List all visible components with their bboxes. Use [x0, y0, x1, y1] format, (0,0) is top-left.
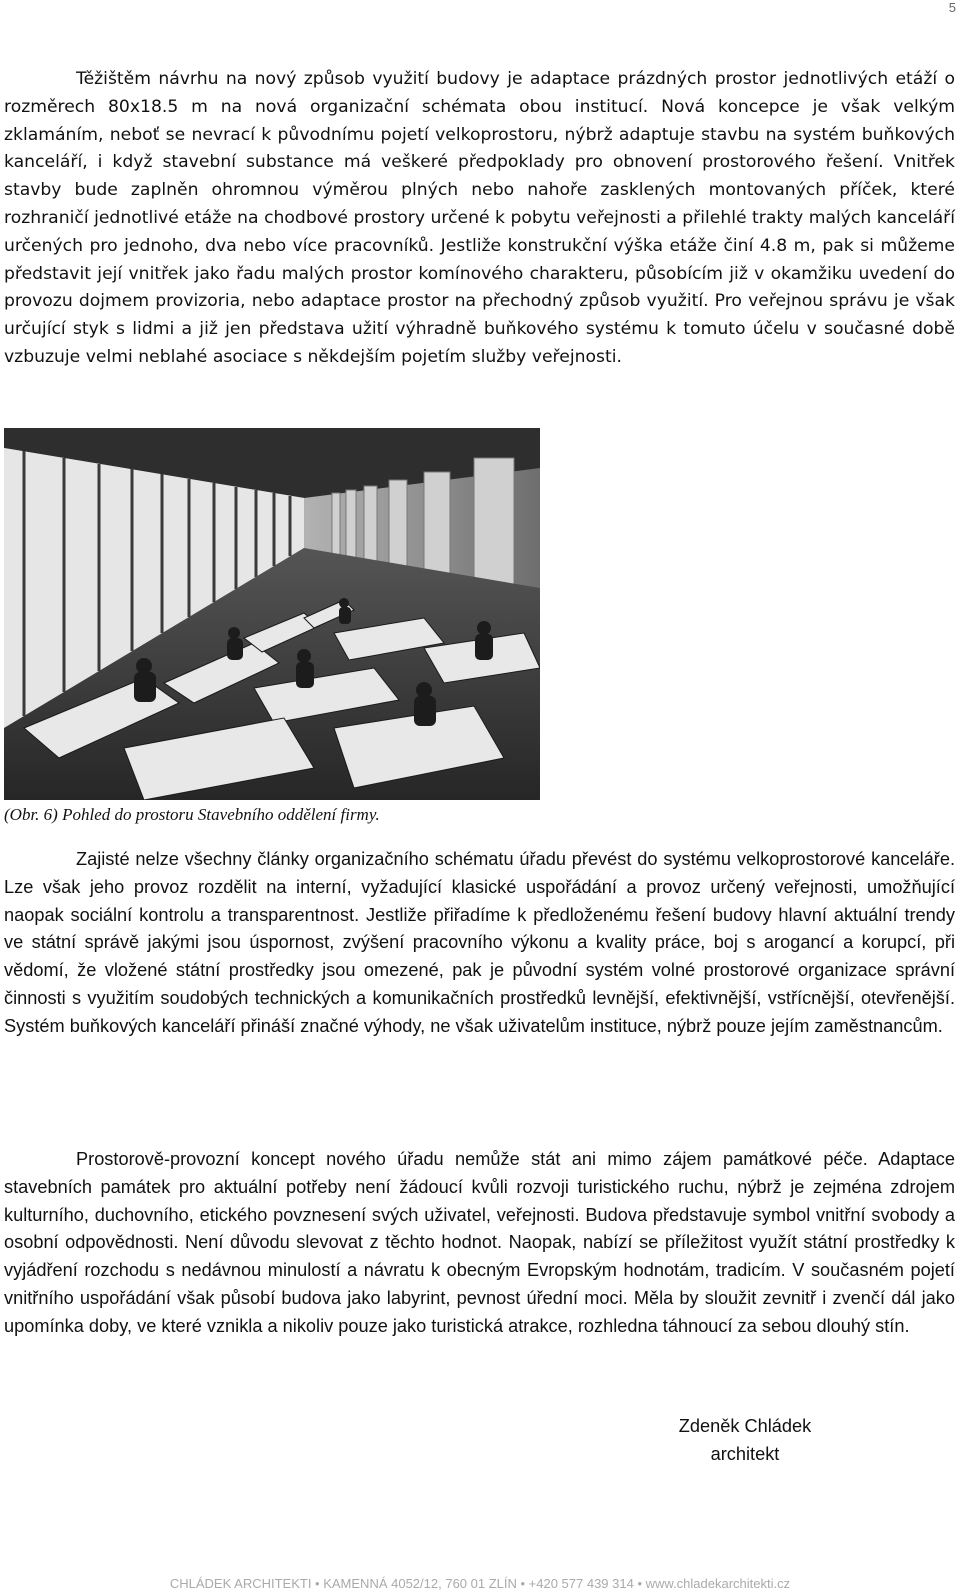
signature-name: Zdeněk Chládek: [678, 1416, 812, 1436]
office-hall-photo: [4, 428, 540, 800]
figure-caption: (Obr. 6) Pohled do prostoru Stavebního oddělení firmy.: [4, 805, 380, 824]
paragraph-1: Těžištěm návrhu na nový způsob využití budovy je adaptace prázdných prostor jednotlivých etáží o rozměrech 80x18.5 m na nová organizační schémata obou institucí. Nová koncepce je však velkým zklamáním, neboť se nevrací k původnímu pojetí velkoprostoru, nýbrž adaptuje stavbu na systém buňkových kanceláří, i když stavební substance má veškeré předpoklady pro obnovení prostorového řešení. Vnitřek stavby bude zaplněn ohromnou výměrou plných nebo nahoře zasklených montovaných příček, které rozhraničí jednotlivé etáže na chodbové prostory určené k pobytu veřejnosti a přilehlé trakty malých kanceláří určených pro jednoho, dva nebo více pracovníků. Jestliže konstrukční výška etáže činí 4.8 m, pak si můžeme představit její vnitřek jako řadu malých prostor komínového charakteru, působícím již v okamžiku uvedení do provozu dojmem provizoria, nebo adaptace prostor na přechodný způsob využití. Pro veřejnou správu je však určující styk s lidmi a již jen představa užití výhradně buňkového systému k tomuto účelu v současné době vzbuzuje velmi neblahé asociace s někdejším pojetím služby veřejnosti.: [4, 69, 955, 367]
signature-title: architekt: [710, 1444, 780, 1464]
signature-block: [665, 1412, 825, 1468]
paragraph-2: Zajisté nelze všechny články organizačního schématu úřadu převést do systému velkoprostorové kanceláře. Lze však jeho provoz rozdělit na interní, vyžadující klasické uspořádání a provoz určený veřejnosti, umožňující naopak sociální kontrolu a transparentnost. Jestliže přiřadíme k předloženému řešení budovy hlavní aktuální trendy ve státní správě jakými jsou úspornost, zvýšení pracovního výkonu a kvality práce, boj s arogancí a korupcí, při vědomí, že vložené státní prostředky jsou omezené, pak je původní systém volné prostorové organizace správní činnosti s využitím soudobých technických a komunikačních prostředků levnější, efektivnější, vstřícnější, otevřenější. Systém buňkových kanceláří přináší značné výhody, ne však uživatelům instituce, nýbrž pouze jejím zaměstnancům.: [4, 849, 955, 1036]
page-number: 5: [948, 0, 956, 15]
paragraph-3: Prostorově-provozní koncept nového úřadu nemůže stát ani mimo zájem památkové péče. Adaptace stavebních památek pro aktuální potřeby není žádoucí kvůli rozvoji turistického ruchu, nýbrž je zejména zdrojem kulturního, duchovního, etického povznesení svých uživatel, veřejnosti. Budova představuje symbol vnitřní svobody a osobní odpovědnosti. Není důvodu slevovat z těchto hodnot. Naopak, nabízí se příležitost využít státní prostředky k vyjádření rozchodu s nedávnou minulostí a návratu k obecným Evropským hodnotám, tradicím. V současném pojetí vnitřního uspořádání však působí budova jako labyrint, pevnost úřední moci. Měla by sloužit zevnitř i zvenčí dál jako upomínka doby, ve které vznikla a nikoliv pouze jako turistická atrakce, rozhledna táhnoucí za sebou dlouhý stín.: [4, 1149, 955, 1336]
page-footer: CHLÁDEK ARCHITEKTI • KAMENNÁ 4052/12, 760 01 ZLÍN • +420 577 439 314 • www.chladekarchitekti.cz: [169, 1576, 791, 1591]
